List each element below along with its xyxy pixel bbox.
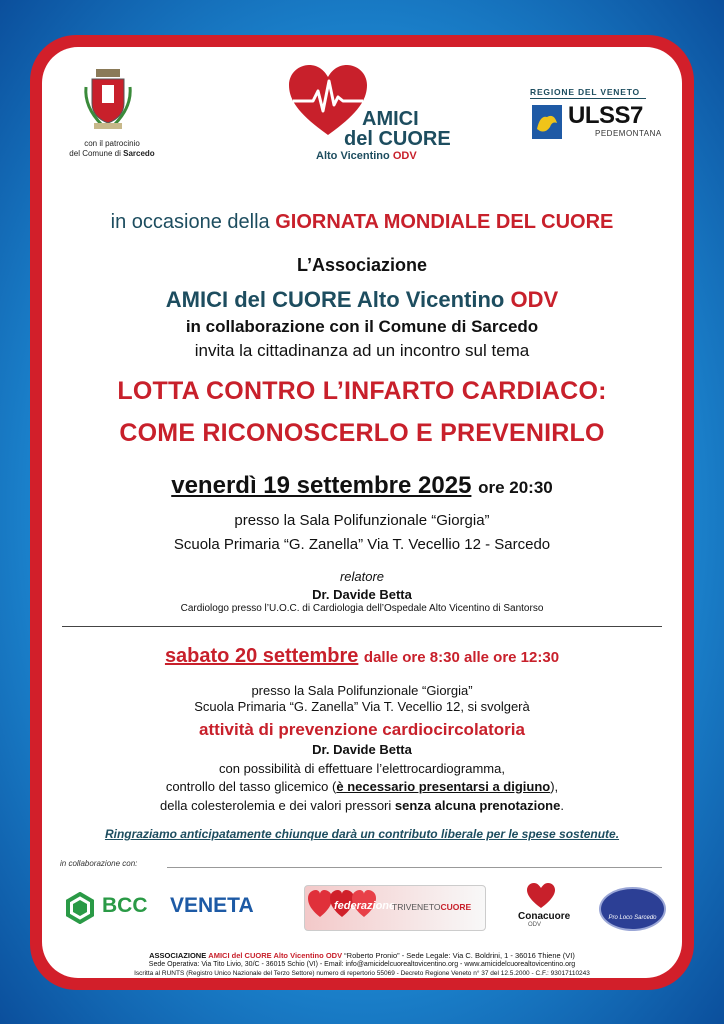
partners-label: in collaborazione con:	[60, 859, 138, 868]
association-odv: ODV	[510, 287, 559, 312]
proloco-logo	[599, 887, 666, 931]
screening-desc1: con possibilità di effettuare l’elettrocardiogramma,	[219, 761, 505, 776]
footer-line1	[42, 951, 682, 960]
screening-desc2-a: controllo del tasso glicemico (	[165, 779, 337, 794]
section-divider	[62, 626, 662, 627]
conacuore-heart-icon	[526, 883, 556, 909]
meeting-date-text: venerdì 19 settembre 2025	[171, 472, 472, 499]
topic-line2: COME RICONOSCERLO E PREVENIRLO	[119, 419, 605, 447]
region-divider	[530, 98, 646, 99]
screening-desc3-c: .	[560, 798, 564, 813]
screening-activity: attività di prevenzione cardiocircolatoria	[199, 720, 525, 739]
association-intro: L’Associazione	[296, 255, 428, 275]
speaker-label: relatore	[339, 569, 385, 584]
veneta-logo-text: VENETA	[170, 894, 254, 917]
conacuore-odv: ODV	[528, 922, 542, 928]
fasting-note: è necessario presentarsi a digiuno	[336, 779, 551, 794]
logo-subtitle-text: Alto Vicentino	[316, 150, 390, 162]
footer-line2: Sede Operativa: Via Tito Livio, 30/C - 36015 Schio (VI) - Email: info@amicidelcuorealtovicentino.org - www.amicidelcuorealtovicentino.org	[148, 961, 576, 968]
meeting-time: ore 20:30	[478, 478, 553, 497]
patronage-city: Sarcedo	[123, 149, 155, 158]
ulss-logo: ULSS7	[568, 102, 643, 129]
footer-assoc-label: ASSOCIAZIONE	[149, 951, 207, 960]
heart-logo-icon	[287, 65, 369, 137]
logo-del-cuore: del CUORE	[344, 128, 451, 150]
occasion-event: GIORNATA MONDIALE DEL CUORE	[275, 211, 614, 233]
patronage-line1: con il patrocinio	[84, 139, 140, 148]
no-booking-note: senza alcuna prenotazione	[394, 798, 561, 813]
topic-line1: LOTTA CONTRO L’INFARTO CARDIACO:	[117, 377, 607, 405]
region-label: REGIONE DEL VENETO	[530, 87, 640, 97]
patronage-text	[60, 139, 164, 159]
association-name	[42, 287, 682, 313]
meeting-date	[42, 472, 682, 500]
conacuore-logo-text: Conacuore	[518, 911, 571, 922]
speaker-role: Cardiologo presso l’U.O.C. di Cardiologia dell’Ospedale Alto Vicentino di Santorso	[180, 603, 544, 614]
logo-amici: AMICI	[362, 108, 419, 130]
screening-desc3	[42, 798, 682, 813]
triveneto-word: TRIVENETO	[392, 902, 441, 912]
footer-assoc-name: AMICI del CUORE Alto Vicentino	[208, 951, 324, 960]
federazione-text: federazione	[334, 900, 396, 912]
screening-date-text: sabato 20 settembre	[164, 645, 359, 667]
screening-place2: Scuola Primaria “G. Zanella” Via T. Vecellio 12, si svolgerà	[194, 699, 530, 714]
occasion-prefix: in occasione della	[110, 211, 270, 233]
meeting-place1: presso la Sala Polifunzionale “Giorgia”	[234, 512, 490, 529]
cuore-word: CUORE	[440, 902, 472, 912]
footer-address: “Roberto Pronio” - Sede Legale: Via C. Boldrini, 1 - 36016 Thiene (VI)	[342, 951, 575, 960]
screening-desc2-c: ),	[550, 779, 559, 794]
logo-subtitle	[316, 150, 417, 162]
partners-divider	[167, 867, 662, 868]
footer-assoc-odv: ODV	[325, 951, 343, 960]
screening-date	[42, 645, 682, 668]
ulss-subtitle: PEDEMONTANA	[595, 129, 662, 138]
bcc-logo-text: BCC	[102, 894, 148, 917]
invite-line: invita la cittadinanza ad un incontro sul tema	[194, 341, 530, 360]
footer-line3: Iscritta al RUNTS (Registro Unico Nazionale del Terzo Settore) numero di repertorio 55069 - Decreto Regione Veneto n° 37 del 12.5.2000 - C.F.: 93017110243	[134, 970, 590, 977]
screening-place1: presso la Sala Polifunzionale “Giorgia”	[251, 683, 473, 698]
patronage-line2: del Comune di	[69, 149, 121, 158]
meeting-place2: Scuola Primaria “G. Zanella” Via T. Vecellio 12 - Sarcedo	[173, 536, 551, 553]
screening-time: dalle ore 8:30 alle ore 12:30	[363, 649, 560, 666]
collaboration-line: in collaborazione con il Comune di Sarcedo	[185, 317, 539, 336]
screening-doctor: Dr. Davide Betta	[312, 742, 412, 757]
lion-emblem-icon	[532, 105, 562, 139]
association-name-text: AMICI del CUORE Alto Vicentino	[165, 287, 505, 312]
triveneto-text	[392, 902, 471, 912]
screening-desc3-a: della colesterolemia e dei valori pressori	[160, 798, 395, 813]
screening-desc2	[42, 779, 682, 794]
thanks-line: Ringraziamo anticipatamente chiunque darà un contributo liberale per le spese sostenute.	[104, 827, 620, 841]
bcc-logo-icon	[62, 892, 98, 924]
proloco-text: Pro Loco Sarcedo	[608, 915, 657, 921]
occasion-line	[42, 211, 682, 234]
sarcedo-crest-icon	[82, 67, 134, 131]
logo-odv: ODV	[392, 150, 417, 162]
poster-card	[42, 47, 682, 978]
speaker-name: Dr. Davide Betta	[312, 587, 412, 602]
